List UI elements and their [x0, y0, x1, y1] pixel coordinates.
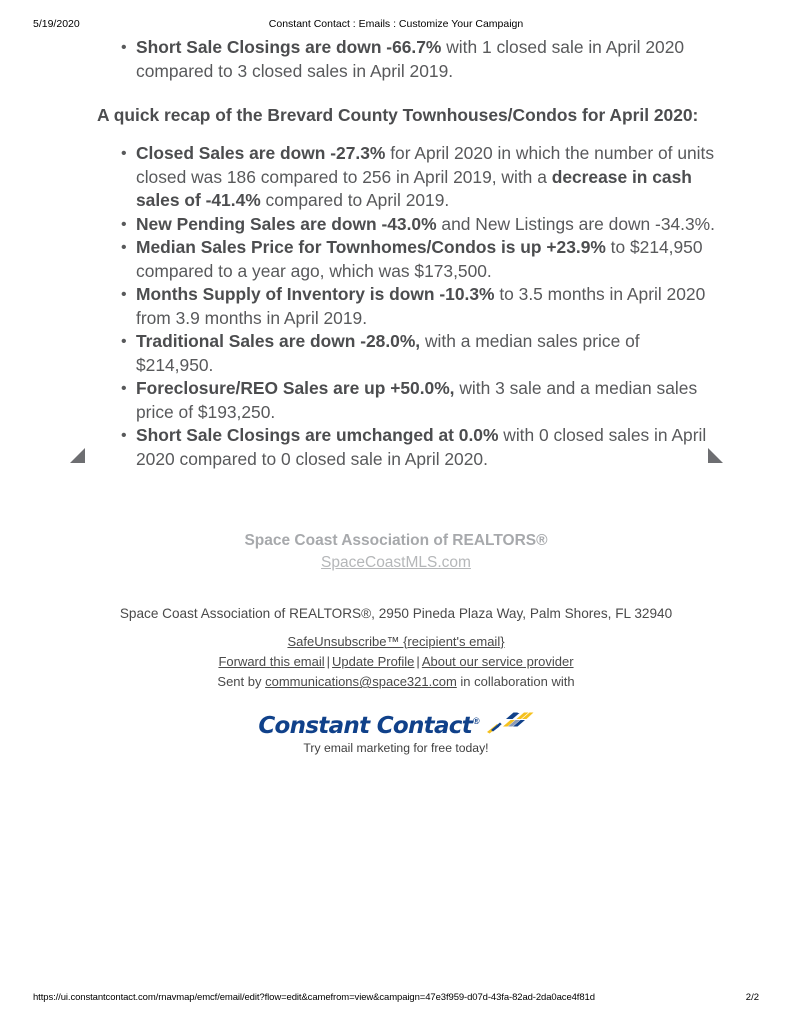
print-header [0, 18, 792, 32]
constant-contact-logo[interactable] [0, 706, 792, 740]
bullet-bold-lead: Traditional Sales are down -28.0%, [136, 331, 421, 351]
bullet-text: to 3.5 months in April 2020 from 3.9 months in April 2019. [136, 284, 706, 328]
bullet-text: for April 2020 in which the number of units closed was 186 compared to 256 in April 2019, with a [136, 143, 715, 187]
logo-registered-mark: ® [473, 716, 480, 726]
list-item [97, 142, 717, 213]
constant-contact-swoosh-icon [486, 708, 534, 745]
print-footer [0, 992, 792, 1006]
logo-wordmark: Constant Contact [258, 713, 472, 740]
bullet-bold-lead: Median Sales Price for Townhomes/Condos is up +23.9% [136, 237, 606, 257]
bullet-text: and New Listings are down -34.3%. [436, 213, 715, 234]
bullet-bold-lead: Months Supply of Inventory is down -10.3% [136, 284, 495, 304]
forward-email-link[interactable]: Forward this email [218, 654, 325, 669]
list-item [97, 377, 717, 424]
bullet-text: with a median sales price of $214,950. [136, 331, 640, 375]
recap-heading: A quick recap of the Brevard County Townhouses/Condos for April 2020: [97, 105, 699, 125]
bullet-bold-lead: Short Sale Closings are umchanged at 0.0% [136, 425, 499, 445]
bullet-bold-lead: Foreclosure/REO Sales are up +50.0%, [136, 378, 455, 398]
link-separator: | [416, 654, 420, 669]
footer-links-row [0, 652, 792, 672]
sent-by-suffix: in collaboration with [456, 674, 575, 689]
link-separator: | [326, 654, 331, 669]
bullet-bold-lead: Closed Sales are down -27.3% [136, 143, 386, 163]
main-bullet-list [97, 142, 717, 471]
about-service-provider-link[interactable]: About our service provider [421, 654, 574, 669]
print-source-url: https://ui.constantcontact.com/rnavmap/emcf/email/edit?flow=edit&camefrom=view&campaign=47e3f959-d07d-43fa-82ad-2da0ace4f81d [33, 992, 595, 1003]
bullet-bold-inline: decrease in cash sales of -41.4% [136, 166, 692, 210]
signature-organization: Space Coast Association of REALTORS® [244, 532, 548, 549]
bullet-bold-lead: New Pending Sales are down -43.0% [136, 213, 437, 234]
safe-unsubscribe-row [0, 632, 792, 652]
logo-lockup[interactable] [258, 706, 533, 740]
list-item [97, 36, 717, 83]
signature-website-row [0, 552, 792, 574]
can-spam-footer [0, 603, 792, 692]
list-item [97, 330, 717, 377]
sender-address: Space Coast Association of REALTORS®, 2950 Pineda Plaza Way, Palm Shores, FL 32940 [119, 606, 673, 621]
block-handle-left-icon[interactable] [70, 448, 85, 463]
list-item [97, 213, 717, 237]
bullet-text: with 3 sale and a median sales price of $193,250. [136, 378, 698, 422]
sender-email-link[interactable]: communications@space321.com [265, 674, 457, 689]
logo-tagline: Try email marketing for free today! [303, 741, 489, 755]
bullet-text: with 0 closed sales in April 2020 compared to 0 closed sale in April 2020. [136, 425, 707, 469]
list-item [97, 424, 717, 471]
bullet-text: to $214,950 compared to a year ago, which was $173,500. [136, 237, 703, 281]
safe-unsubscribe-link[interactable]: SafeUnsubscribe™ {recipient's email} [287, 634, 505, 649]
list-item [97, 236, 717, 283]
signature-website-link[interactable]: SpaceCoastMLS.com [321, 554, 471, 571]
list-item [97, 283, 717, 330]
sent-by-row [0, 672, 792, 692]
sent-by-prefix: Sent by [217, 674, 266, 689]
signature-block [0, 530, 792, 574]
bullet-bold-lead: Short Sale Closings are down -66.7% [136, 37, 442, 57]
block-handle-right-icon[interactable] [708, 448, 723, 463]
print-page-title: Constant Contact : Emails : Customize Your Campaign [268, 18, 524, 30]
top-bullet-list [97, 36, 717, 83]
bullet-text-tail: compared to April 2019. [260, 190, 450, 210]
print-date: 5/19/2020 [33, 18, 80, 30]
print-page-number: 2/2 [745, 992, 759, 1003]
bullet-text: with 1 closed sale in April 2020 compared to 3 closed sales in April 2019. [136, 37, 685, 81]
update-profile-link[interactable]: Update Profile [332, 654, 415, 669]
